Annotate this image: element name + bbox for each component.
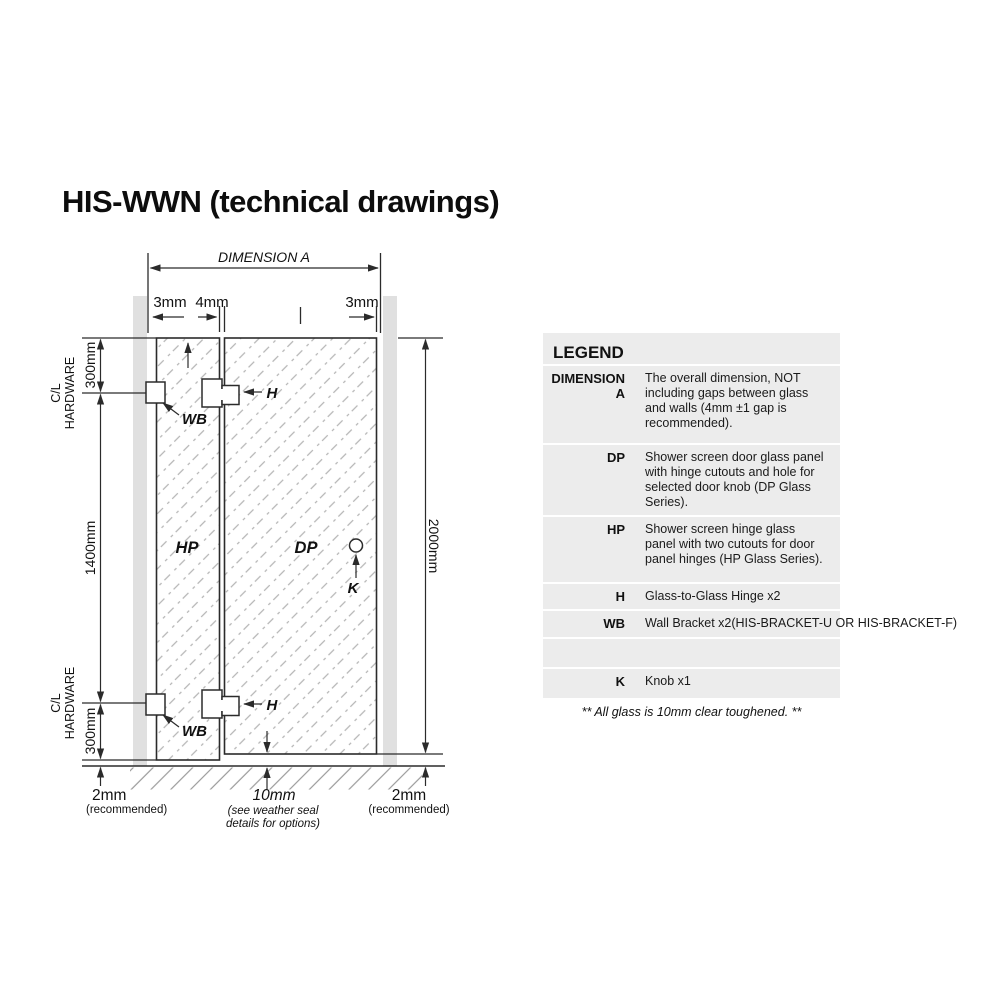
legend-row-hp bbox=[543, 515, 840, 582]
dim-a-label: DIMENSION A bbox=[217, 249, 311, 265]
floor-left-note: (recommended) bbox=[86, 804, 168, 816]
legend-label: HP bbox=[606, 522, 625, 537]
bracket-top-label: WB bbox=[182, 411, 207, 428]
page-title: HIS-WWN (technical drawings) bbox=[62, 184, 500, 219]
legend-label: WB bbox=[603, 616, 625, 631]
legend-header: LEGEND bbox=[553, 343, 624, 362]
floor-mid-note-1: (see weather seal bbox=[227, 805, 319, 817]
legend-desc: Knob x1 bbox=[645, 674, 691, 688]
legend-label: DP bbox=[606, 450, 625, 465]
cl-hardware-top-1: C/L bbox=[49, 383, 63, 403]
floor-mid-note-2: details for options) bbox=[226, 818, 320, 830]
cl-hardware-top-2: HARDWARE bbox=[63, 356, 77, 430]
legend-row-empty bbox=[543, 637, 840, 667]
legend-label: DIMENSION A bbox=[551, 371, 625, 401]
legend-desc: Wall Bracket x2(HIS-BRACKET-U OR HIS-BRACKET-F) bbox=[645, 616, 958, 630]
legend-desc bbox=[635, 644, 840, 667]
legend-footnote: ** All glass is 10mm clear toughened. ** bbox=[581, 705, 802, 719]
legend-label: K bbox=[615, 674, 625, 689]
hinge-bottom-neck bbox=[217, 700, 226, 711]
knob-circle bbox=[350, 539, 363, 552]
hinge-bottom-label: H bbox=[266, 697, 278, 714]
legend-row-dimension-a bbox=[543, 364, 840, 443]
wall-bracket-top bbox=[146, 382, 165, 403]
wall-left bbox=[133, 296, 147, 766]
floor-right-note: (recommended) bbox=[368, 804, 450, 816]
dim-2000-label: 2000mm bbox=[426, 518, 442, 574]
dim-300-top-label: 300mm bbox=[82, 341, 98, 389]
dim-1400-label: 1400mm bbox=[82, 520, 98, 576]
panel-hp-label: HP bbox=[175, 539, 199, 557]
legend-panel bbox=[543, 333, 958, 698]
legend-row-wb bbox=[543, 609, 958, 637]
legend-label: H bbox=[615, 589, 625, 604]
hinge-top-label: H bbox=[266, 385, 278, 402]
floor-right-value: 2mm bbox=[391, 787, 427, 804]
legend-desc: Shower screen hinge glass panel with two cutouts for door panel hinges (HP Glass Series). bbox=[645, 522, 823, 566]
legend-desc: Glass-to-Glass Hinge x2 bbox=[645, 589, 781, 603]
floor-left-value: 2mm bbox=[92, 787, 127, 804]
wall-right bbox=[383, 296, 397, 766]
legend-desc: Shower screen door glass panel with hinge cutouts and hole for selected door knob (DP Glass Series). bbox=[645, 450, 824, 509]
cl-hardware-bottom-2: HARDWARE bbox=[63, 666, 77, 740]
gap-left-label: 3mm bbox=[153, 294, 187, 311]
legend-label bbox=[543, 644, 635, 667]
cl-hardware-bottom-1: C/L bbox=[49, 693, 63, 713]
legend-row-h bbox=[543, 582, 840, 609]
dim-300-bottom-label: 300mm bbox=[82, 707, 98, 755]
gap-right-label: 3mm bbox=[345, 294, 379, 311]
wall-bracket-bottom bbox=[146, 694, 165, 715]
gap-mid-label: 4mm bbox=[195, 294, 229, 311]
legend-row-k bbox=[543, 667, 840, 698]
legend-desc: The overall dimension, NOT including gaps between glass and walls (4mm ±1 gap is recommended). bbox=[645, 371, 809, 430]
panel-dp-label: DP bbox=[294, 539, 318, 557]
bracket-bottom-label: WB bbox=[182, 723, 207, 740]
knob-label: K bbox=[347, 580, 359, 597]
legend-row-dp bbox=[543, 443, 840, 515]
hinge-top-neck bbox=[217, 389, 226, 400]
floor-mid-value: 10mm bbox=[252, 787, 296, 804]
